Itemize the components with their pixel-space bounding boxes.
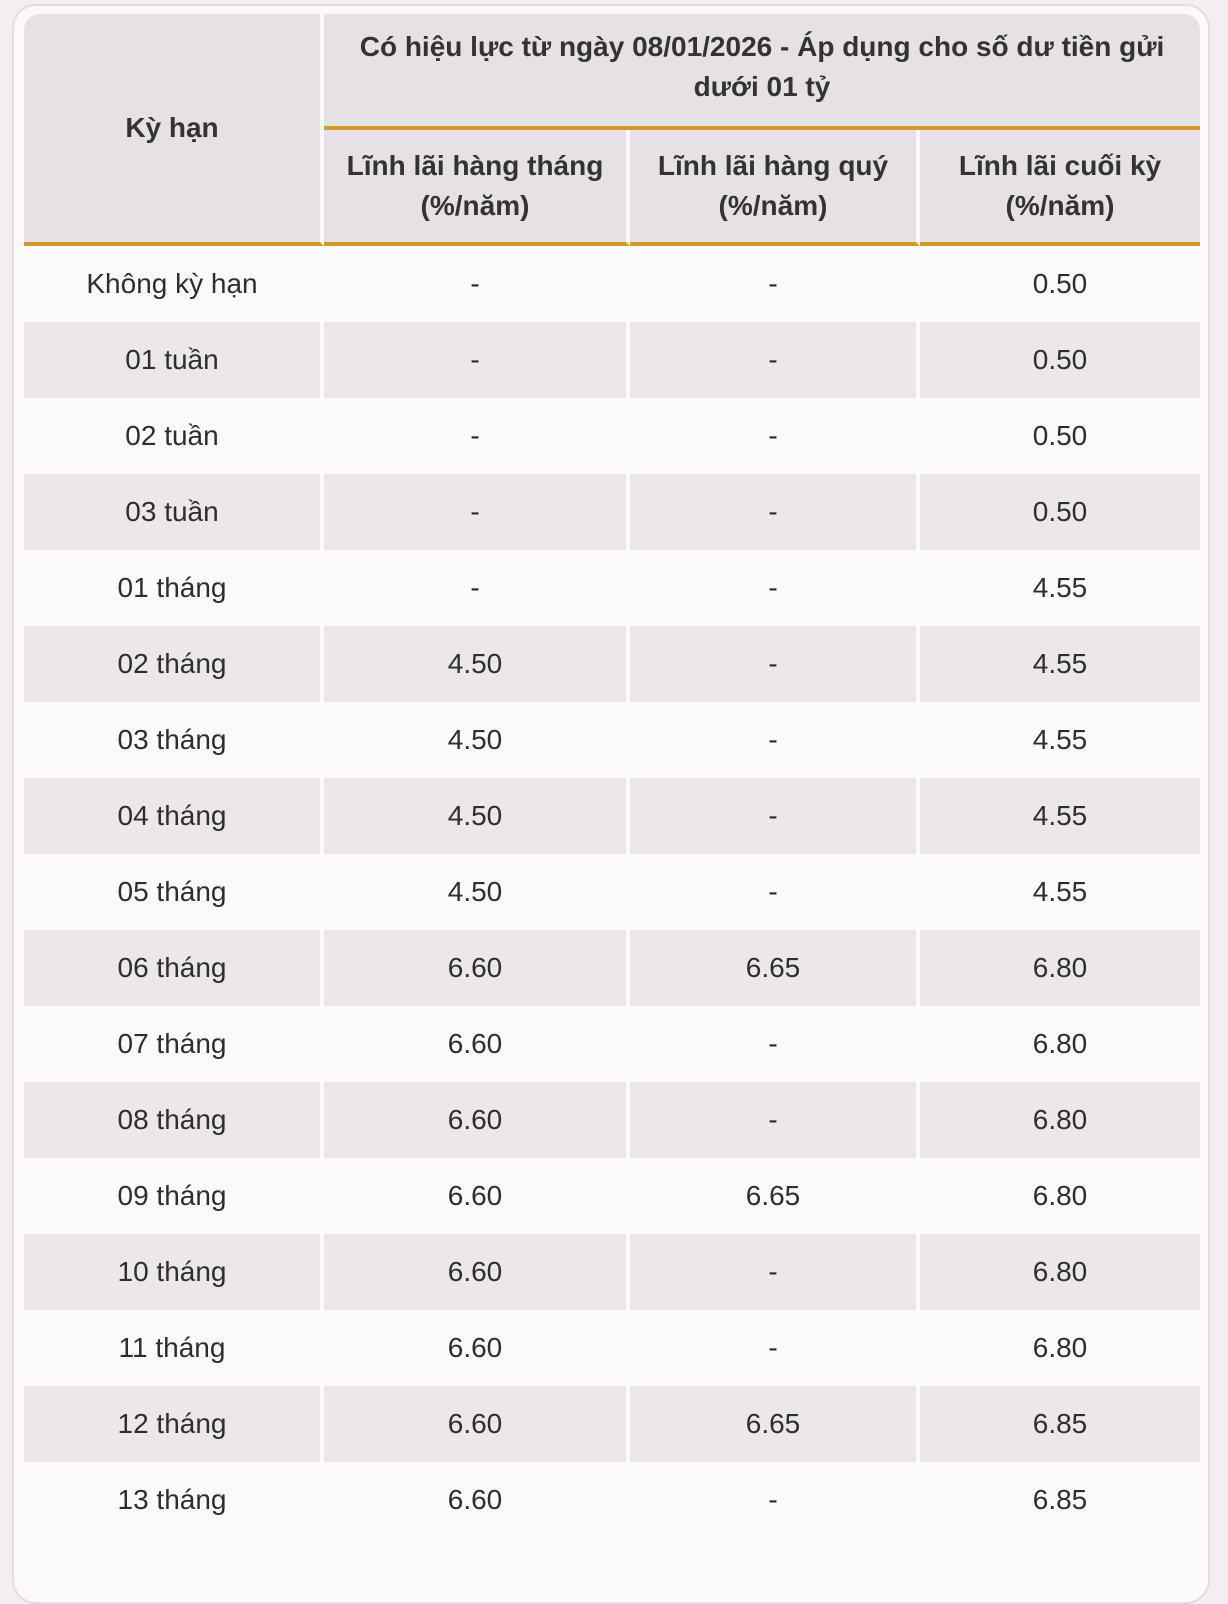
table-row [24,854,1200,930]
cell-quarterly-rate: 6.65 [630,1386,920,1462]
cell-end-of-term-rate: 6.80 [920,1082,1200,1158]
cell-term: 07 tháng [24,1006,324,1082]
cell-quarterly-rate: - [630,702,920,778]
table-row [24,1234,1200,1310]
cell-quarterly-rate: - [630,854,920,930]
cell-end-of-term-rate: 6.85 [920,1386,1200,1462]
table-row [24,246,1200,322]
cell-monthly-rate: - [324,322,630,398]
cell-term: 12 tháng [24,1386,324,1462]
table-row [24,1158,1200,1234]
cell-monthly-rate: 6.60 [324,1006,630,1082]
table-row [24,322,1200,398]
cell-monthly-rate: 6.60 [324,1462,630,1538]
cell-quarterly-rate: - [630,550,920,626]
cell-monthly-rate: 6.60 [324,1310,630,1386]
cell-end-of-term-rate: 4.55 [920,626,1200,702]
cell-end-of-term-rate: 6.85 [920,1462,1200,1538]
cell-end-of-term-rate: 6.80 [920,1310,1200,1386]
cell-end-of-term-rate: 0.50 [920,474,1200,550]
table-row [24,1386,1200,1462]
cell-end-of-term-rate: 4.55 [920,550,1200,626]
cell-quarterly-rate: 6.65 [630,930,920,1006]
cell-monthly-rate: 6.60 [324,1158,630,1234]
cell-monthly-rate: 6.60 [324,1082,630,1158]
cell-quarterly-rate: - [630,626,920,702]
cell-quarterly-rate: - [630,1082,920,1158]
cell-monthly-rate: - [324,398,630,474]
cell-term: 02 tháng [24,626,324,702]
cell-monthly-rate: - [324,474,630,550]
cell-monthly-rate: 4.50 [324,854,630,930]
cell-term: 03 tháng [24,702,324,778]
interest-rate-table [24,14,1200,1538]
header-term: Kỳ hạn [24,14,324,246]
cell-quarterly-rate: - [630,398,920,474]
cell-monthly-rate: 6.60 [324,930,630,1006]
table-row [24,474,1200,550]
table-row [24,398,1200,474]
cell-monthly-rate: 4.50 [324,626,630,702]
cell-monthly-rate: 4.50 [324,778,630,854]
header-effective-date: Có hiệu lực từ ngày 08/01/2026 - Áp dụng cho số dư tiền gửi dưới 01 tỷ [324,14,1200,130]
cell-quarterly-rate: - [630,1006,920,1082]
table-row [24,778,1200,854]
header-quarterly-interest: Lĩnh lãi hàng quý (%/năm) [630,130,920,246]
cell-end-of-term-rate: 0.50 [920,322,1200,398]
cell-end-of-term-rate: 6.80 [920,1006,1200,1082]
cell-term: 10 tháng [24,1234,324,1310]
cell-term: 02 tuần [24,398,324,474]
cell-end-of-term-rate: 6.80 [920,1158,1200,1234]
cell-quarterly-rate: - [630,322,920,398]
cell-term: 03 tuần [24,474,324,550]
cell-quarterly-rate: - [630,246,920,322]
cell-term: 09 tháng [24,1158,324,1234]
cell-end-of-term-rate: 6.80 [920,930,1200,1006]
cell-monthly-rate: - [324,550,630,626]
cell-term: 11 tháng [24,1310,324,1386]
cell-quarterly-rate: - [630,778,920,854]
cell-end-of-term-rate: 6.80 [920,1234,1200,1310]
table-row [24,930,1200,1006]
cell-term: Không kỳ hạn [24,246,324,322]
table-row [24,1462,1200,1538]
cell-term: 06 tháng [24,930,324,1006]
cell-monthly-rate: 6.60 [324,1234,630,1310]
cell-end-of-term-rate: 4.55 [920,702,1200,778]
cell-quarterly-rate: - [630,1462,920,1538]
cell-term: 05 tháng [24,854,324,930]
cell-monthly-rate: - [324,246,630,322]
table-row [24,1006,1200,1082]
cell-end-of-term-rate: 4.55 [920,778,1200,854]
cell-end-of-term-rate: 4.55 [920,854,1200,930]
header-monthly-interest: Lĩnh lãi hàng tháng (%/năm) [324,130,630,246]
cell-monthly-rate: 4.50 [324,702,630,778]
table-body [24,246,1200,1538]
table-row [24,626,1200,702]
table-row [24,550,1200,626]
header-end-of-term-interest: Lĩnh lãi cuối kỳ (%/năm) [920,130,1200,246]
cell-term: 04 tháng [24,778,324,854]
table-row [24,1310,1200,1386]
cell-quarterly-rate: - [630,1234,920,1310]
cell-term: 01 tuần [24,322,324,398]
cell-term: 08 tháng [24,1082,324,1158]
table-header [24,14,1200,246]
cell-quarterly-rate: 6.65 [630,1158,920,1234]
cell-term: 13 tháng [24,1462,324,1538]
cell-monthly-rate: 6.60 [324,1386,630,1462]
cell-quarterly-rate: - [630,1310,920,1386]
cell-term: 01 tháng [24,550,324,626]
cell-end-of-term-rate: 0.50 [920,246,1200,322]
table-row [24,1082,1200,1158]
cell-end-of-term-rate: 0.50 [920,398,1200,474]
cell-quarterly-rate: - [630,474,920,550]
table-row [24,702,1200,778]
